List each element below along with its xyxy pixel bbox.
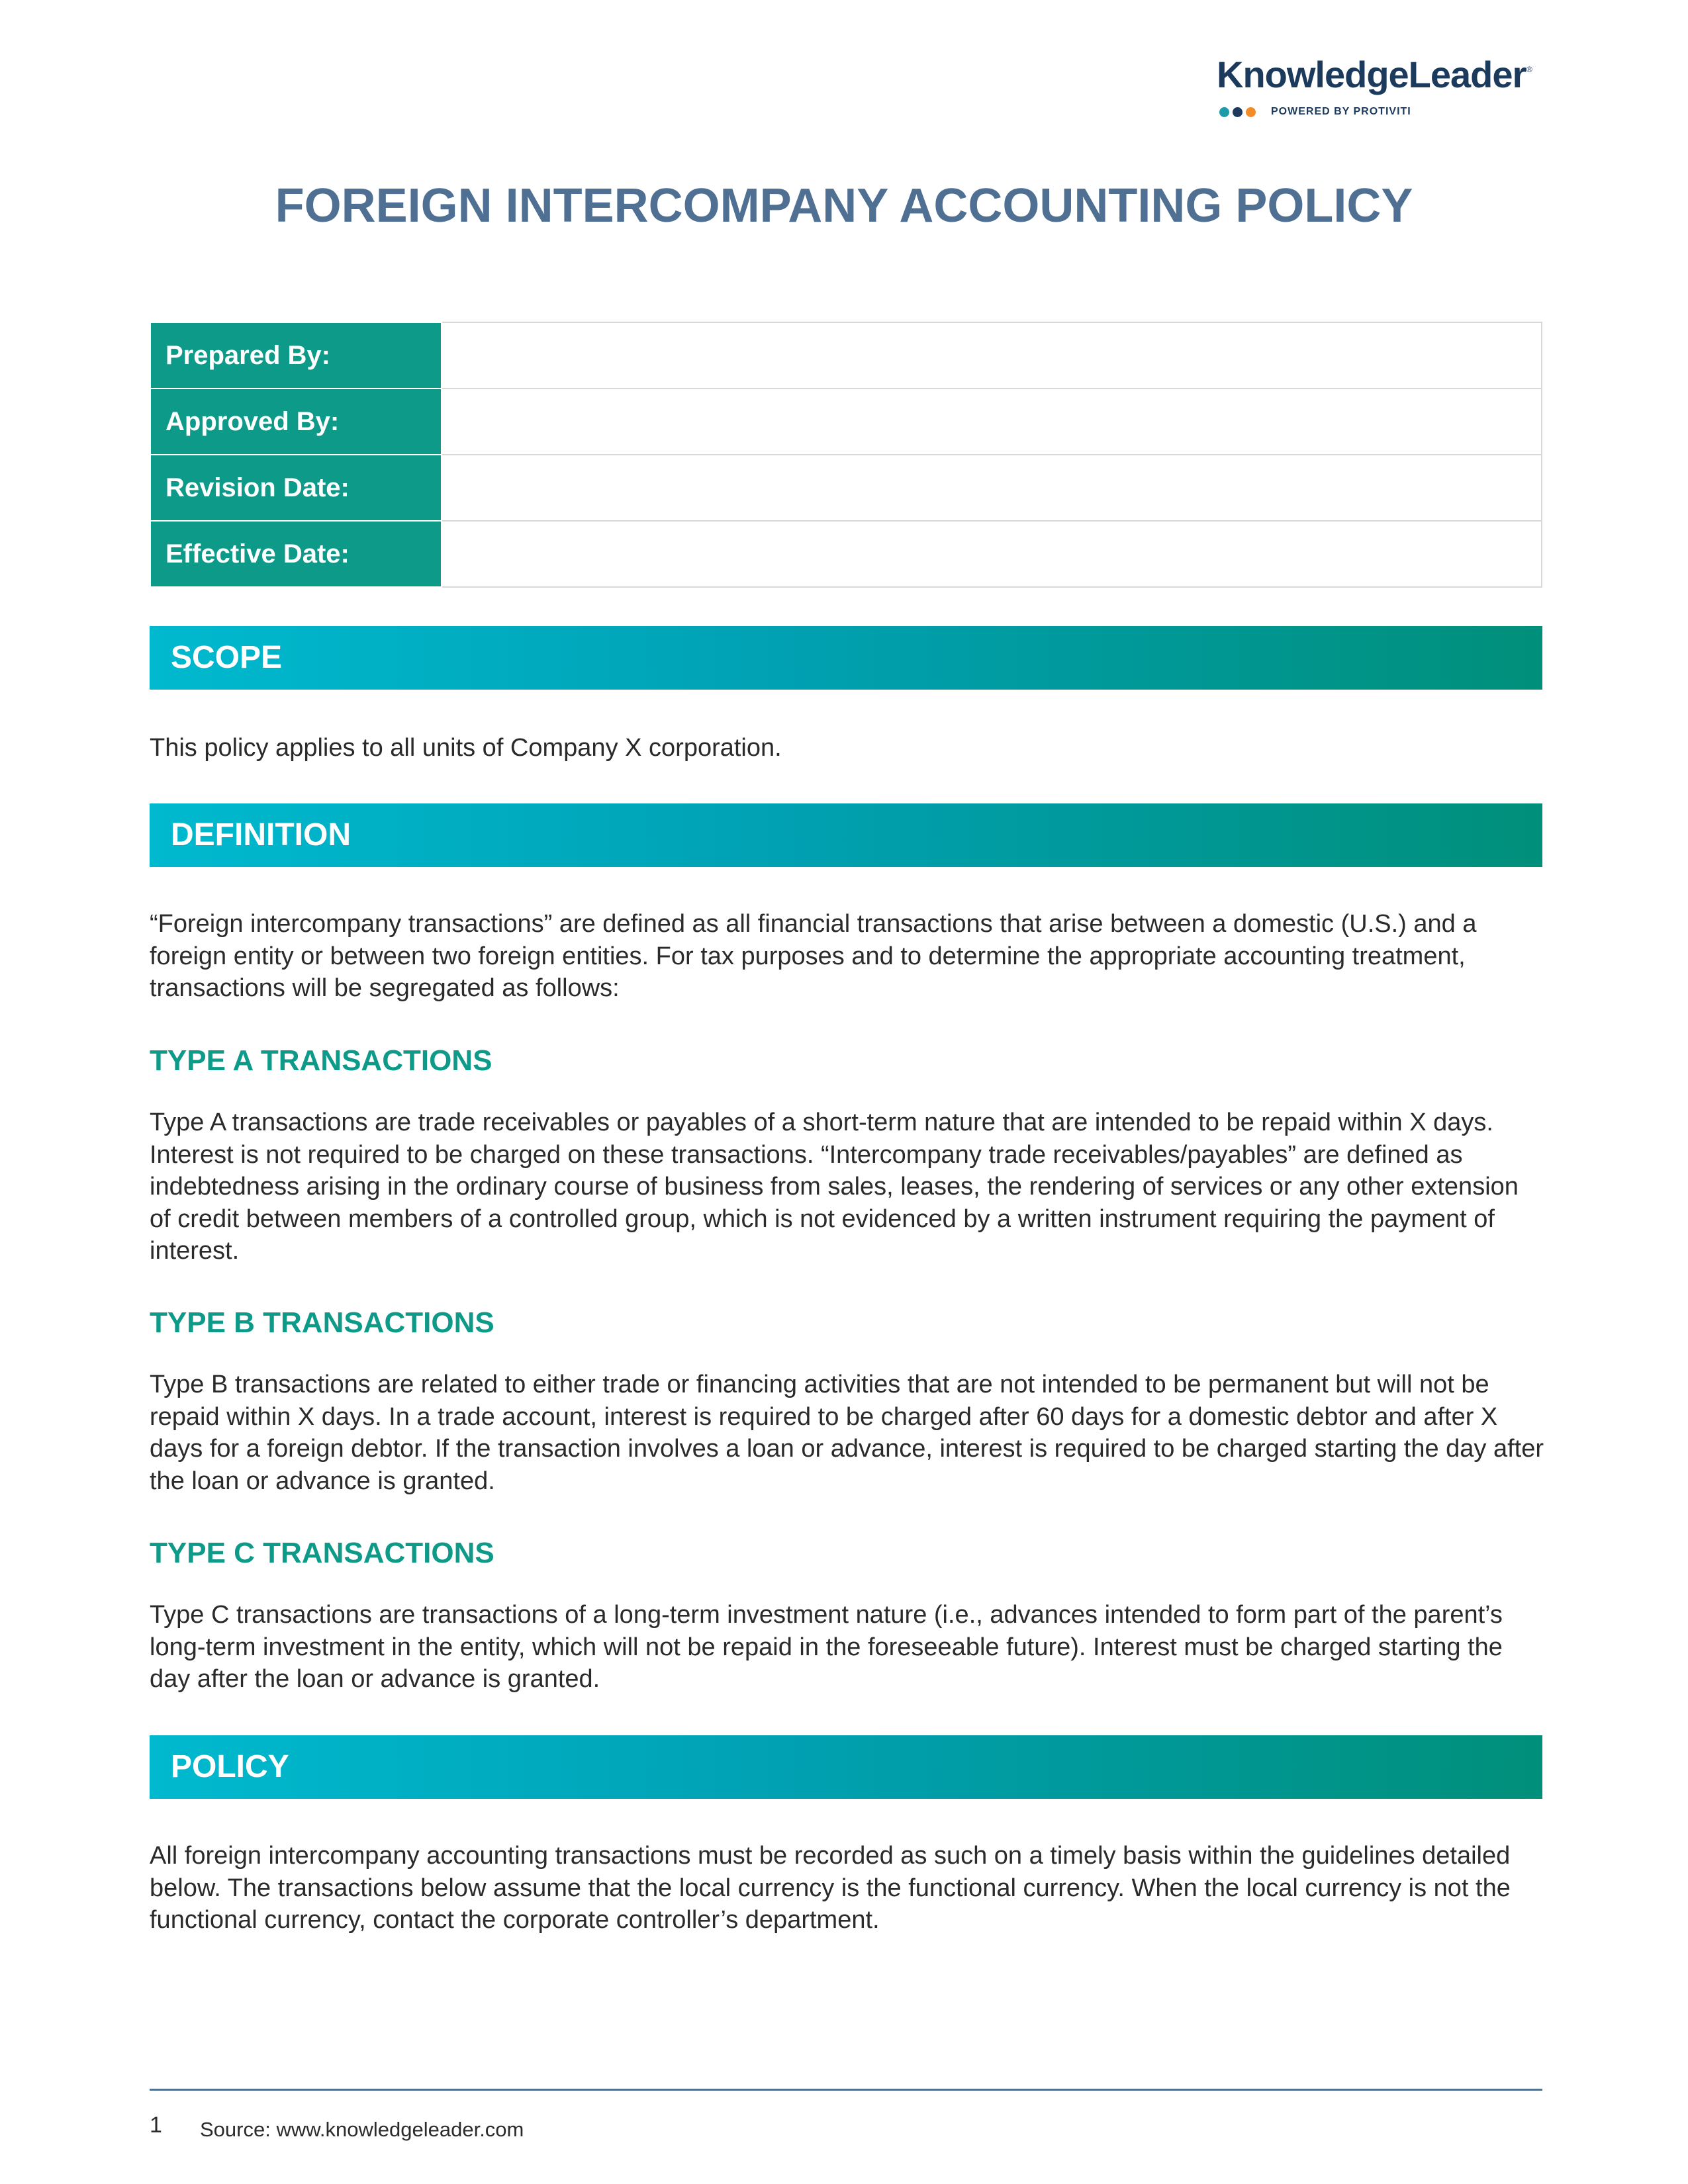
approved-by-label: Approved By: — [150, 388, 442, 455]
table-row — [150, 521, 1542, 587]
type-a-heading: TYPE A TRANSACTIONS — [150, 1044, 492, 1077]
definition-text: “Foreign intercompany transactions” are defined as all financial transactions that arise between a domestic (U.S.) and a foreign entity or between two foreign entities. For tax purposes and to determine the appropriate accounting treatment, transactions will be segregated as follows: — [150, 910, 1477, 1002]
revision-date-field[interactable] — [442, 455, 1542, 521]
table-row — [150, 455, 1542, 521]
logo-tagline: POWERED BY PROTIVITI — [1271, 106, 1411, 117]
type-c-heading: TYPE C TRANSACTIONS — [150, 1537, 494, 1569]
type-c-text: Type C transactions are transactions of a long-term investment nature (i.e., advances intended to form part of the parent’s long-term investment in the entity, which will not be repaid in the foreseeable future). Interest must be charged starting the day after the loan or advance is granted. — [150, 1601, 1503, 1693]
logo-registered-mark: ® — [1526, 65, 1532, 74]
logo-dots-icon — [1219, 107, 1259, 120]
table-row — [150, 322, 1542, 388]
type-a-text: Type A transactions are trade receivables or payables of a short-term nature that are intended to be repaid within X days. Interest is not required to be charged on these transactions. “Intercompany trade receivables/payables” are defined as indebtedness arising in the ordinary course of business from sales, leases, the rendering of services or any other extension of credit between members of a controlled group, which is not evidenced by a written instrument requiring the payment of interest. — [150, 1109, 1519, 1265]
policy-section-header — [150, 1735, 1542, 1799]
definition-heading: DEFINITION — [171, 817, 351, 852]
effective-date-field[interactable] — [442, 521, 1542, 587]
document-info-table — [150, 322, 1542, 588]
definition-section-header — [150, 803, 1542, 867]
prepared-by-label: Prepared By: — [150, 322, 442, 388]
footer-divider — [150, 2089, 1542, 2091]
type-b-text: Type B transactions are related to either trade or financing activities that are not intended to be permanent but will not be repaid within X days. In a trade account, interest is required to be charged after 60 days for a domestic debtor and after X days for a foreign debtor. If the transaction involves a loan or advance, interest is required to be charged starting the day after the loan or advance is granted. — [150, 1371, 1544, 1495]
table-row — [150, 388, 1542, 455]
effective-date-label: Effective Date: — [150, 521, 442, 587]
document-title: FOREIGN INTERCOMPANY ACCOUNTING POLICY — [275, 179, 1413, 232]
scope-text: This policy applies to all units of Company X corporation. — [150, 734, 782, 762]
type-b-heading: TYPE B TRANSACTIONS — [150, 1306, 494, 1339]
scope-section-header — [150, 626, 1542, 690]
policy-text: All foreign intercompany accounting transactions must be recorded as such on a timely basis within the guidelines detailed below. The transactions below assume that the local currency is the functional currency. When the local currency is not the functional currency, contact the corporate controller’s department. — [150, 1842, 1511, 1934]
knowledgeleader-logo — [1217, 53, 1534, 126]
logo-wordmark: KnowledgeLeader — [1217, 54, 1526, 95]
footer-source: Source: www.knowledgeleader.com — [200, 2118, 524, 2141]
scope-heading: SCOPE — [171, 640, 283, 675]
revision-date-label: Revision Date: — [150, 455, 442, 521]
prepared-by-field[interactable] — [442, 322, 1542, 388]
policy-heading: POLICY — [171, 1749, 289, 1784]
approved-by-field[interactable] — [442, 388, 1542, 455]
page-number: 1 — [150, 2113, 162, 2138]
